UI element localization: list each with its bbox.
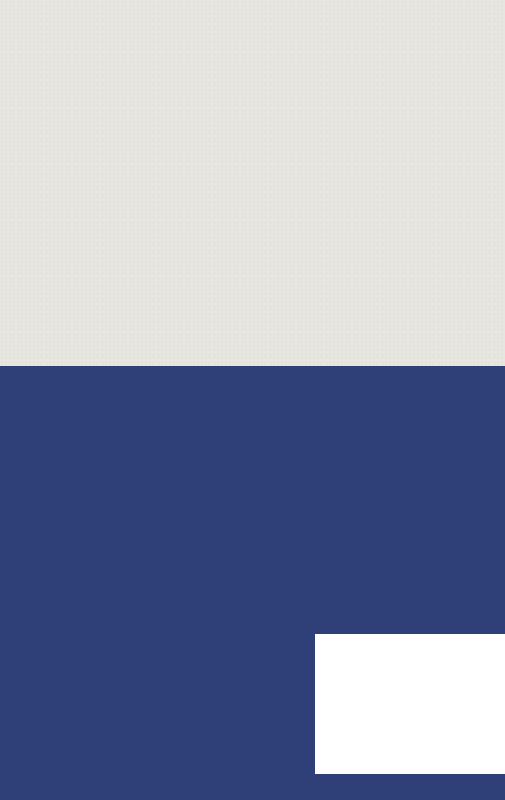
- blurb-panel: [0, 0, 505, 366]
- bio-line: [62, 376, 502, 398]
- bio-text: [62, 376, 502, 398]
- barcode-icon: [333, 658, 501, 750]
- barcode-label: [315, 634, 505, 774]
